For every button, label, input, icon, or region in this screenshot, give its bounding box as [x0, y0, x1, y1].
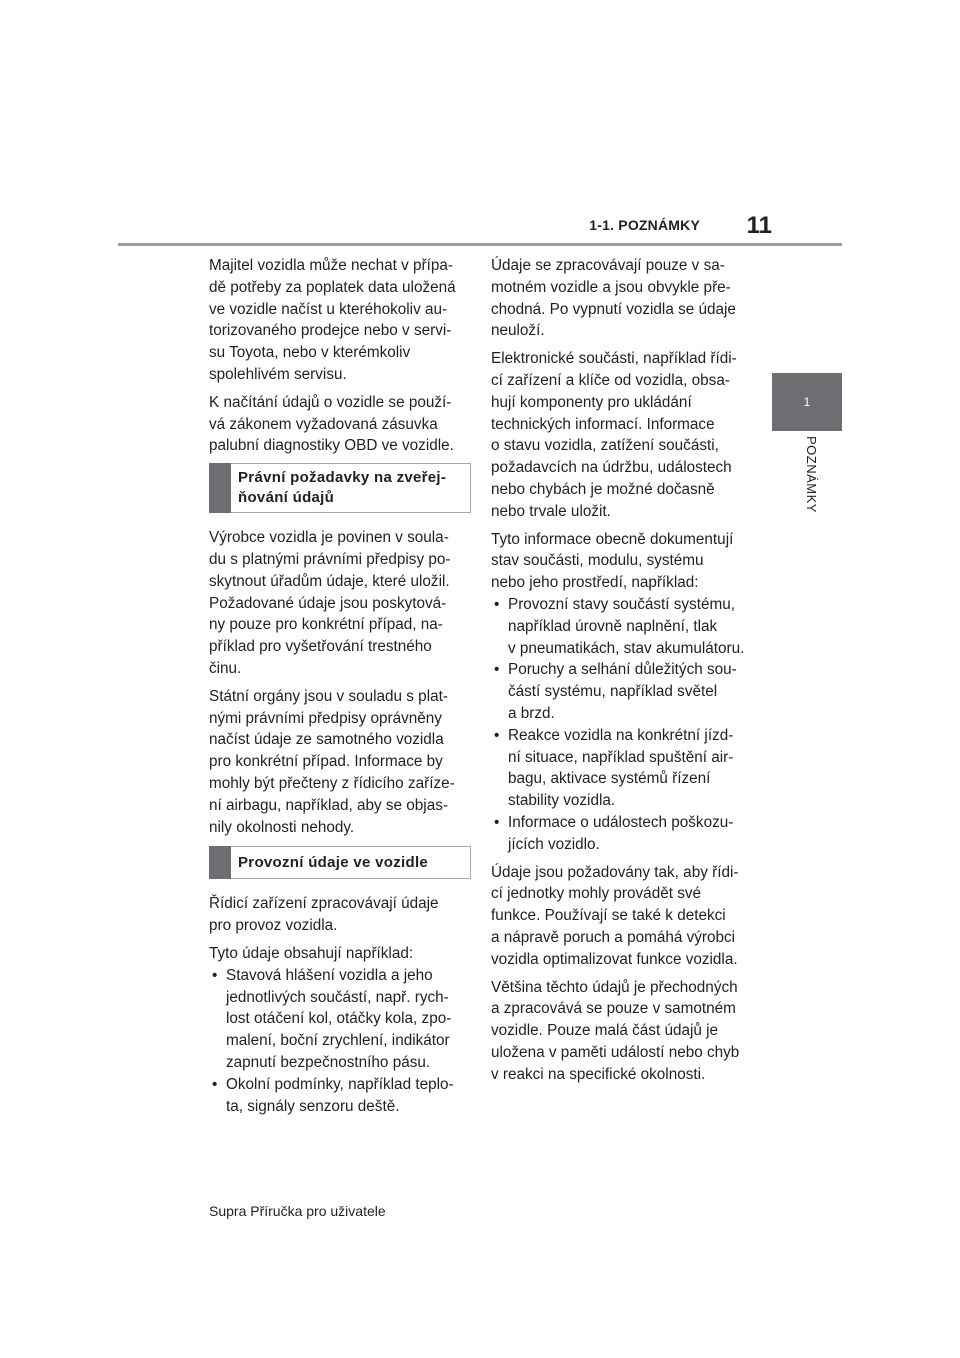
text-line: • Reakce vozidla na konkrétní jízd-: [508, 726, 734, 744]
paragraph: [209, 893, 471, 937]
text-line: dě potřeby za poplatek data uložená: [209, 278, 456, 296]
text-line: funkce. Používají se také k detekci: [491, 907, 726, 925]
text-line: ny pouze pro konkrétní případ, na-: [209, 616, 443, 634]
text-line: bagu, aktivace systémů řízení: [508, 770, 711, 788]
text-line: • Stavová hlášení vozidla a jeho: [226, 966, 433, 984]
page-number: 11: [746, 212, 772, 239]
footer-manual-title: Supra Příručka pro uživatele: [209, 1203, 386, 1219]
text-line: torizovaného prodejce nebo v servi-: [209, 322, 452, 340]
text-line: • Provozní stavy součástí systému,: [508, 595, 735, 613]
text-line: a brzd.: [508, 704, 555, 722]
text-line: příklad pro vyšetřování trestného: [209, 638, 432, 656]
text-line: jících vozidlo.: [508, 835, 600, 853]
paragraph: [209, 943, 471, 965]
list-item: [491, 659, 753, 724]
text-line: nebo trvale uložit.: [491, 502, 611, 520]
text-line: Většina těchto údajů je přechodných: [491, 978, 738, 996]
list-item: [209, 1074, 471, 1118]
text-line: jednotlivých součástí, např. rych-: [226, 988, 449, 1006]
text-line: nily okolnosti nehody.: [209, 818, 355, 836]
text-line: ní situace, například spuštění air-: [508, 748, 734, 766]
paragraph: [209, 255, 471, 386]
text-line: cí jednotky mohly provádět své: [491, 885, 702, 903]
header-section-title: 1-1. POZNÁMKY: [589, 217, 700, 233]
text-line: Elektronické součásti, například řídi-: [491, 350, 737, 368]
text-line: Právní požadavky na zveřej-: [238, 469, 447, 487]
text-line: Majitel vozidla může nechat v přípa-: [209, 257, 454, 274]
left-column: [209, 255, 471, 1123]
section-heading-title: [238, 468, 446, 508]
text-line: vá zákonem vyžadovaná zásuvka: [209, 415, 438, 433]
text-line: skytnout úřadům údaje, které uložil.: [209, 572, 450, 590]
text-line: motném vozidle a jsou obvykle pře-: [491, 278, 731, 296]
text-line: Tyto údaje obsahují například:: [209, 944, 414, 962]
list-item: [491, 725, 753, 812]
paragraph: [209, 392, 471, 457]
paragraph: [491, 977, 753, 1086]
text-line: • Okolní podmínky, například teplo-: [226, 1075, 454, 1093]
section-heading-bar: [209, 846, 231, 879]
text-line: Údaje jsou požadovány tak, aby řídi-: [491, 863, 739, 881]
text-line: stav součásti, modulu, systému: [491, 552, 704, 570]
text-line: zapnutí bezpečnostního pásu.: [226, 1053, 431, 1071]
section-heading-legal: [209, 463, 471, 513]
text-line: Státní orgány jsou v souladu s plat-: [209, 687, 448, 705]
text-line: nebo chybách je možné dočasně: [491, 480, 715, 498]
text-line: su Toyota, nebo v kterémkoliv: [209, 344, 411, 362]
text-line: pro konkrétní případ. Informace by: [209, 753, 443, 771]
text-line: v reakci na specifické okolnosti.: [491, 1065, 706, 1083]
text-line: ní airbagu, například, aby se objas-: [209, 796, 448, 814]
text-line: načíst údaje ze samotného vozidla: [209, 731, 444, 749]
text-line: K načítání údajů o vozidle se použí-: [209, 393, 452, 411]
text-line: činu.: [209, 659, 242, 677]
text-line: vozidla optimalizovat funkce vozidla.: [491, 950, 738, 968]
paragraph: [209, 686, 471, 839]
chapter-tab[interactable]: [772, 373, 842, 431]
list-item: [209, 965, 471, 1074]
text-line: pro provoz vozidla.: [209, 917, 338, 935]
list-item: [491, 594, 753, 659]
text-line: lost otáčení kol, otáčky kola, zpo-: [226, 1010, 452, 1028]
section-heading-bar: [209, 463, 231, 513]
section-heading-operating-data: [209, 846, 471, 879]
text-line: technických informací. Informace: [491, 415, 715, 433]
text-line: ve vozidle načíst u kteréhokoliv au-: [209, 300, 448, 318]
text-line: požadavcích na údržbu, událostech: [491, 459, 732, 477]
paragraph: [209, 527, 471, 680]
header-rule: [118, 243, 842, 246]
text-line: chodná. Po vypnutí vozidla se údaje: [491, 300, 736, 318]
paragraph: [491, 862, 753, 971]
text-line: mohly být přečteny z řídicího zaříze-: [209, 774, 455, 792]
text-line: • Poruchy a selhání důležitých sou-: [508, 661, 737, 679]
chapter-side-label: POZNÁMKY: [804, 436, 819, 513]
paragraph: [491, 529, 753, 594]
text-line: v pneumatikách, stav akumulátoru.: [508, 639, 745, 657]
list-item: [491, 812, 753, 856]
text-line: du s platnými právními předpisy po-: [209, 550, 451, 568]
text-line: o stavu vozidla, zatížení součásti,: [491, 437, 719, 455]
text-line: palubní diagnostiky OBD ve vozidle.: [209, 437, 454, 455]
text-line: částí systému, například světel: [508, 683, 718, 701]
chapter-tab-number: 1: [803, 395, 811, 409]
text-line: Řídicí zařízení zpracovávají údaje: [209, 895, 439, 913]
text-line: malení, boční zrychlení, indikátor: [226, 1032, 450, 1050]
text-line: a nápravě poruch a pomáhá výrobci: [491, 928, 736, 946]
text-line: hují komponenty pro ukládání: [491, 393, 692, 411]
paragraph: [491, 348, 753, 522]
paragraph: [491, 255, 753, 342]
text-line: ňování údajů: [238, 489, 335, 507]
section-heading-title: Provozní údaje ve vozidle: [238, 853, 429, 871]
text-line: nými právními předpisy oprávněny: [209, 709, 442, 727]
text-line: a zpracovává se pouze v samotném: [491, 1000, 736, 1018]
text-line: neuloží.: [491, 322, 545, 340]
text-line: Údaje se zpracovávají pouze v sa-: [491, 257, 725, 274]
text-line: stability vozidla.: [508, 792, 616, 810]
text-line: spolehlivém servisu.: [209, 365, 347, 383]
text-line: vozidle. Pouze malá část údajů je: [491, 1022, 719, 1040]
text-line: • Informace o událostech poškozu-: [508, 813, 734, 831]
text-line: ta, signály senzoru deště.: [226, 1097, 400, 1115]
bullet-list: [209, 965, 471, 1118]
right-column: [491, 255, 753, 1091]
text-line: Požadované údaje jsou poskytová-: [209, 594, 447, 612]
text-line: cí zařízení a klíče od vozidla, obsa-: [491, 371, 730, 389]
bullet-list: [491, 594, 753, 856]
text-line: Výrobce vozidla je povinen v soula-: [209, 529, 449, 547]
text-line: Tyto informace obecně dokumentují: [491, 530, 734, 548]
text-line: nebo jeho prostředí, například:: [491, 574, 699, 592]
text-line: uložena v paměti událostí nebo chyb: [491, 1043, 740, 1061]
text-line: například úrovně naplnění, tlak: [508, 617, 718, 635]
